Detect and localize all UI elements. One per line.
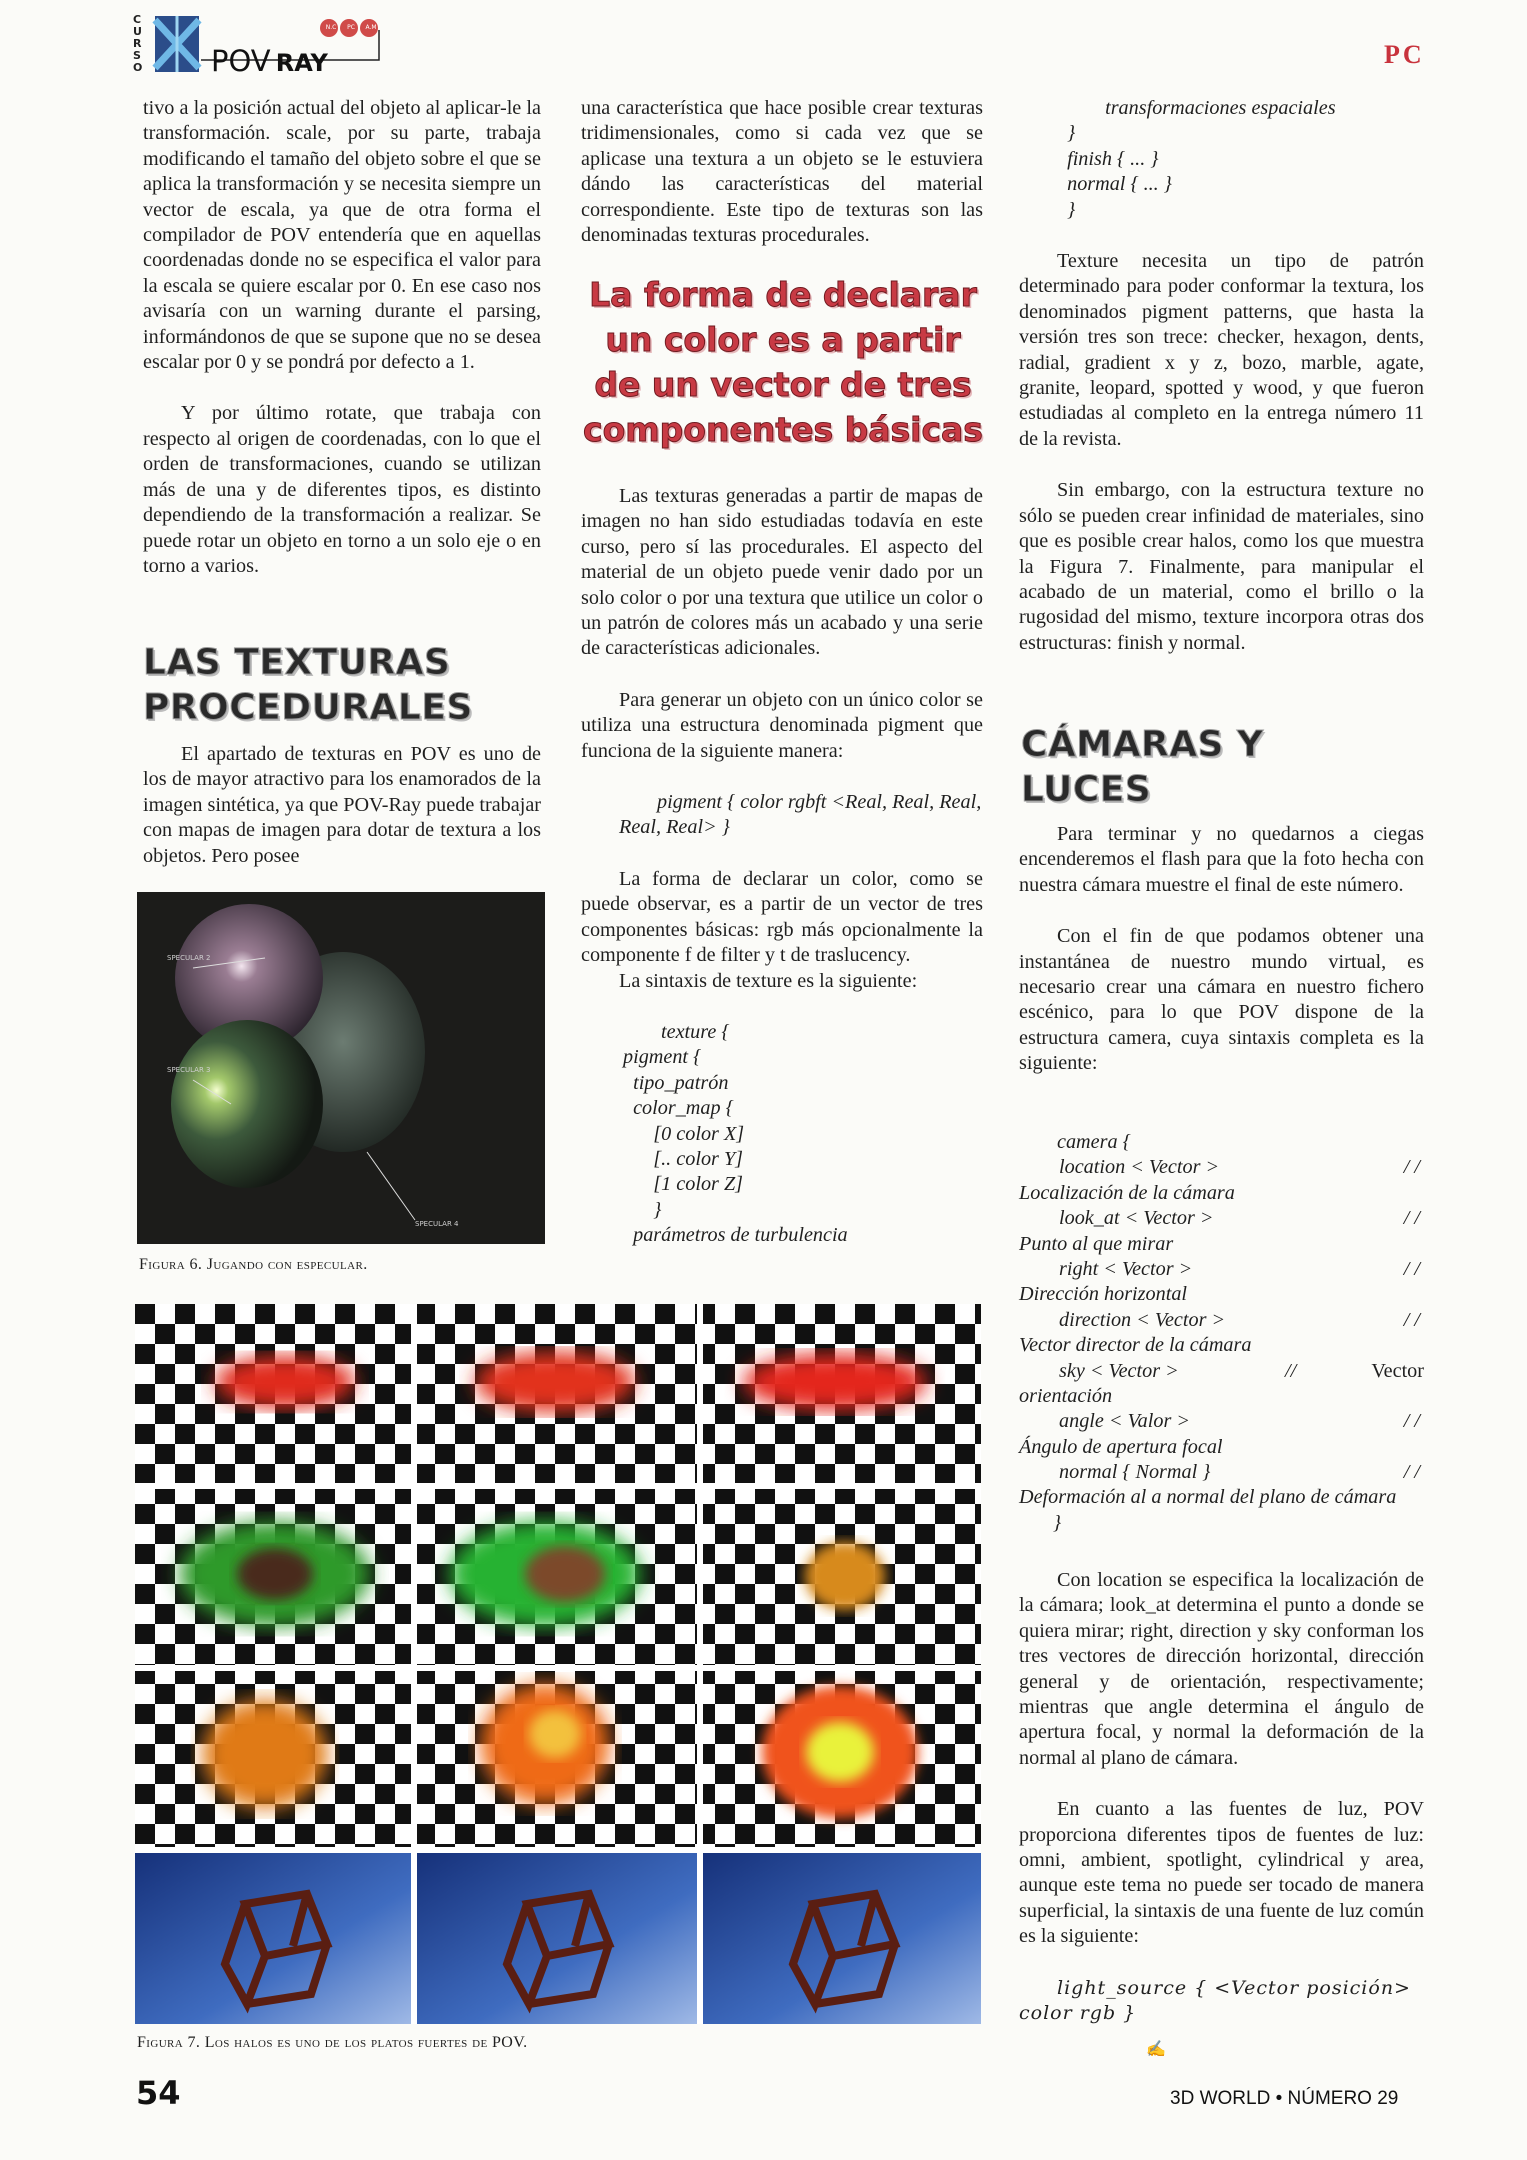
camera-comment-line: Dirección horizontal: [1019, 1283, 1188, 1306]
column-3-top: [1019, 96, 1424, 656]
col3-paragraph-6: En cuanto a las fuentes de luz, POV proporciona diferentes tipos de fuentes de luz: omni, ambient, spotlight, cylindrical y area, aunque este tema no puede ser tocado de manera superficial, la sintaxis de una fuente de luz común es la siguiente:: [1019, 1798, 1424, 1948]
badge-nc: N.C: [325, 24, 337, 31]
col2-paragraph-2: Las texturas generadas a partir de mapas de imagen no han sido estudiadas todavía en este curso, pero sí las procedurales. El aspecto del material de un objeto puede venir dado por un solo color o por una textura que utilice un color o un patrón de colores más un acabado y una serie de características adicionales.: [581, 485, 983, 660]
pov-ray-title: [211, 44, 328, 78]
camera-comment-inline: Vector: [1371, 1359, 1424, 1382]
camera-comment-line: Deformación al a normal del plano de cámara: [1019, 1486, 1397, 1509]
figure-7-image: [135, 1304, 981, 2024]
col3-paragraph-3: Para terminar y no quedarnos a ciegas encenderemos el flash para que la foto hecha con nuestra cámara muestre el final de este número.: [1019, 823, 1424, 896]
col1-paragraph-2: Y por último rotate, que trabaja con respecto al origen de coordenadas, con lo que el orden de transformaciones, cuando se utilizan más de una y de diferentes tipos, es distinto dependiendo de la transformación a realizar. Se puede rotar un objeto en torno a un solo eje o en torno a varios.: [143, 402, 541, 577]
pov-title-word: POV: [211, 44, 271, 78]
camera-param: right < Vector >: [1059, 1257, 1193, 1280]
pull-quote: La forma de declarar un color es a partir de un vector de tres componentes básicas: [583, 275, 983, 449]
camera-code-block: [1019, 1130, 1424, 1536]
col3-paragraph-5: Con location se especifica la localización de la cámara; look_at determina el punto a donde se quiera mirar; right, direction y sky conforman los tres vectores de dirección horizontal, dirección general y de orientación, respectivamente; mientras que angle determina el ángulo de apertura focal, y normal la deformación de la normal al plano de cámara.: [1019, 1569, 1424, 1769]
page-number: 54: [136, 2074, 181, 2112]
column-2-body: [581, 484, 983, 1249]
camera-comment-line: Vector director de la cámara: [1019, 1334, 1252, 1357]
camera-lines: [1019, 1155, 1424, 1510]
col2-paragraph-5: La sintaxis de texture es la siguiente:: [619, 969, 918, 992]
camera-comment-line: Punto al que mirar: [1019, 1232, 1174, 1255]
column-3-body: [1019, 822, 1424, 1077]
camera-code-line: [1019, 1308, 1424, 1333]
camera-param: sky < Vector >: [1059, 1359, 1179, 1382]
figure-6-image: [137, 892, 545, 1244]
camera-comment-line: Localización de la cámara: [1019, 1181, 1235, 1204]
figure-6-caption: Figura 6. Jugando con especular.: [139, 1256, 368, 1273]
col3-paragraph-4: Con el fin de que podamos obtener una instantánea de nuestro mundo virtual, es necesario crear una cámara en nuestro fichero escénico, para lo que POV dispone de la estructura camera, cuya sintaxis completa es la siguiente:: [1019, 925, 1424, 1075]
comment-marker: //: [1285, 1359, 1297, 1382]
light-source-code: light_source { <Vector posición> color rgb }: [1019, 1976, 1411, 2025]
camera-code-line: [1019, 1359, 1424, 1384]
end-mark-icon: ✍: [1146, 2041, 1166, 2058]
specular-4-label: SPECULAR 4: [415, 1220, 459, 1228]
camera-code-line: [1019, 1155, 1424, 1180]
col2-paragraph-1: una característica que hace posible crear texturas tridimensionales, como si cada vez que se aplicase una textura a un objeto se le estuviera dándo las características del material correspondiente. Este tipo de texturas son las denominadas texturas procedurales.: [581, 97, 983, 247]
column-2-top: [581, 96, 983, 248]
camera-comment-line: Ángulo de apertura focal: [1019, 1435, 1223, 1458]
camera-close: }: [1053, 1511, 1062, 1534]
camera-code-line: [1019, 1257, 1424, 1282]
camera-code-line: [1019, 1409, 1424, 1434]
specular-3-label: SPECULAR 3: [167, 1066, 211, 1074]
comment-marker: / /: [1403, 1410, 1420, 1433]
comment-marker: / /: [1403, 1308, 1420, 1331]
section-label: PC: [1384, 40, 1425, 69]
column-3-bottom: [1019, 1568, 1424, 2027]
figure-7-caption: Figura 7. Los halos es uno de los platos fuertes de POV.: [137, 2034, 528, 2051]
camera-param: direction < Vector >: [1059, 1308, 1226, 1331]
col2-paragraph-4: La forma de declarar un color, como se puede observar, es a partir de un vector de tres componentes básicas: rgb más opcionalmente la componente f de filter y t de traslucency.: [581, 867, 983, 967]
camera-open: camera {: [1057, 1131, 1131, 1153]
comment-marker: / /: [1403, 1156, 1420, 1179]
col1-paragraph-3: El apartado de texturas en POV es uno de los de mayor atractivo para los enamorados de la imagen sintética, ya que POV-Ray puede trabajar con mapas de imagen para dotar de textura a los objetos. Pero posee: [143, 743, 541, 867]
comment-marker: / /: [1403, 1207, 1420, 1230]
texture-code: texture { pigment { tipo_patrón color_map { [0 color X] [.. color Y] [1 color Z] } parámetros de turbulencia: [623, 1020, 848, 1247]
camera-param: normal { Normal }: [1059, 1461, 1211, 1484]
header-badges: [322, 20, 376, 36]
camera-code-line: [1019, 1206, 1424, 1231]
camera-comment-line: orientación: [1019, 1384, 1113, 1407]
camera-param: angle < Valor >: [1059, 1410, 1190, 1433]
specular-2-label: SPECULAR 2: [167, 954, 211, 962]
col3-section-heading: CÁMARAS Y LUCES: [1021, 724, 1264, 810]
col3-paragraph-1: Texture necesita un tipo de patrón determinado para poder conformar la textura, los denominados pigment patterns, que hasta la versión tres son trece: checker, hexagon, dents, radial, gradient x y z, bozo, marble, agate, granite, leopard, spotted y wood, y que fueron estudiadas al completo en la entrega número 11 de la revista.: [1019, 250, 1424, 450]
pigment-code: pigment { color rgbft <Real, Real, Real, Real, Real> }: [619, 791, 982, 839]
col1-paragraph-1: tivo a la posición actual del objeto al aplicar-le la transformación. scale, por su parte, trabaja modificando el tamaño del objeto sobre el que se aplica la transformación y se necesita siempre un vector de escala, ya que de otra forma el compilador de POV entendería que en aquellas coordenadas donde no se especifica el valor para la escala se quiere escalar por 0. En ese caso nos avisaría con un warning durante el parsing, informándonos de que se supone que no se desea escalar por 0 y se pondrá por defecto a 1.: [143, 97, 541, 374]
column-1-top: [143, 96, 541, 579]
curso-vertical-label: CURSO: [133, 13, 143, 74]
camera-param: look_at < Vector >: [1059, 1207, 1214, 1230]
comment-marker: / /: [1403, 1257, 1420, 1280]
camera-param: location < Vector >: [1059, 1156, 1220, 1179]
col2-paragraph-3: Para generar un objeto con un único color se utiliza una estructura denominada pigment que funciona de la siguiente manera:: [581, 688, 983, 762]
badge-am: A.M: [365, 24, 377, 31]
badge-pc: PC: [347, 24, 355, 31]
camera-code-line: [1019, 1460, 1424, 1485]
ray-title-word: RAY: [275, 49, 328, 77]
magazine-footer: 3D WORLD • NÚMERO 29: [1170, 2088, 1399, 2109]
col3-paragraph-2: Sin embargo, con la estructura texture no sólo se pueden crear infinidad de materiales, sino que es posible crear halos, como los que muestra la Figura 7. Finalmente, para manipular el acabado de un material, como el brillo o la rugosidad del mismo, texture incorpora otras dos estructuras: finish y normal.: [1019, 479, 1424, 654]
halo-examples-render: [135, 1304, 981, 2024]
col1-section-heading: LAS TEXTURAS PROCEDURALES: [143, 642, 473, 728]
comment-marker: / /: [1403, 1461, 1420, 1484]
column-1-bottom: [143, 742, 541, 869]
texture-code-end: transformaciones espaciales } finish { ... } normal { ... } }: [1067, 97, 1336, 221]
